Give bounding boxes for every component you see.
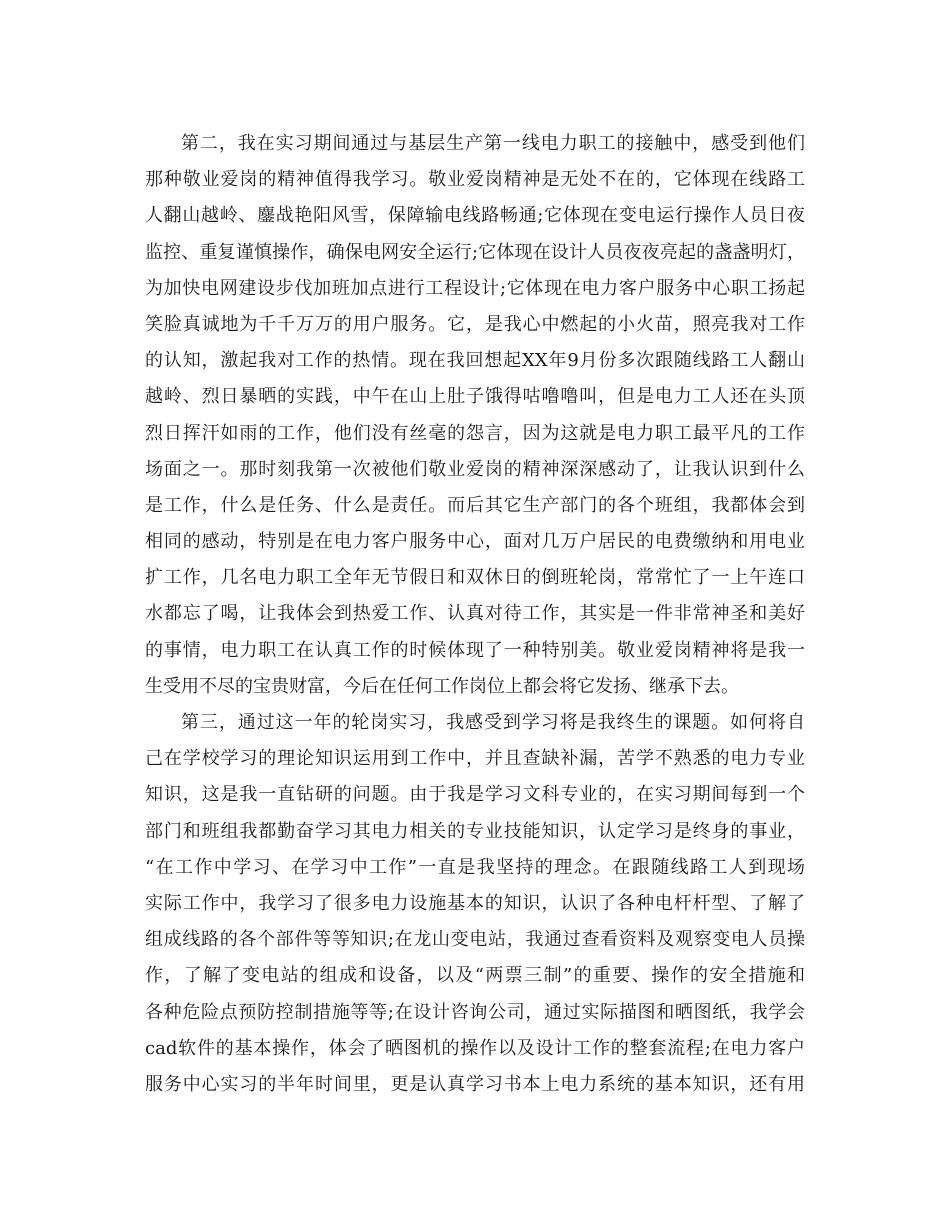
text-line: 各种危险点预防控制措施等等;在设计咨询公司，通过实际描图和晒图纸，我学会 (145, 1001, 805, 1023)
text-line: 服务中心实习的半年时间里，更是认真学习书本上电力系统的基本知识，还有用 (145, 1073, 805, 1095)
text-line: 相同的感动，特别是在电力客户服务中心，面对几万户居民的电费缴纳和用电业 (145, 531, 805, 553)
text-line: 的事情，电力职工在认真工作的时候体现了一种特别美。敬业爱岗精神将是我一 (145, 639, 805, 661)
text-line: 笑脸真诚地为千千万万的用户服务。它，是我心中燃起的小火苗，照亮我对工作 (145, 313, 805, 335)
text-line: 人翻山越岭、鏖战艳阳风雪，保障输电线路畅通;它体现在变电运行操作人员日夜 (145, 205, 805, 227)
text-line: cad软件的基本操作，体会了晒图机的操作以及设计工作的整套流程;在电力客户 (145, 1037, 805, 1059)
text-line: 实际工作中，我学习了很多电力设施基本的知识，认识了各种电杆杆型、了解了 (145, 892, 805, 914)
text-line: 部门和班组我都勤奋学习其电力相关的专业技能知识，认定学习是终身的事业， (145, 820, 805, 842)
text-line: 作，了解了变电站的组成和设备，以及“两票三制”的重要、操作的安全措施和 (145, 965, 805, 987)
paragraph-3 (145, 705, 805, 1103)
text-line: 生受用不尽的宝贵财富，今后在任何工作岗位上都会将它发扬、继承下去。 (145, 675, 739, 697)
text-line: 的认知，激起我对工作的热情。现在我回想起XX年9月份多次跟随线路工人翻山 (145, 350, 805, 372)
text-line: “在工作中学习、在学习中工作”一直是我坚持的理念。在跟随线路工人到现场 (145, 856, 805, 878)
text-line: 己在学校学习的理论知识运用到工作中，并且查缺补漏，苦学不熟悉的电力专业 (145, 748, 805, 770)
text-line: 扩工作，几名电力职工全年无节假日和双休日的倒班轮岗，常常忙了一上午连口 (145, 567, 805, 589)
text-line: 监控、重复谨慎操作，确保电网安全运行;它体现在设计人员夜夜亮起的盏盏明灯， (145, 241, 805, 263)
text-line: 越岭、烈日暴晒的实践，中午在山上肚子饿得咕噜噜叫，但是电力工人还在头顶 (145, 386, 805, 408)
document-body (145, 126, 805, 1103)
text-line: 第三，通过这一年的轮岗实习，我感受到学习将是我终生的课题。如何将自 (181, 712, 805, 733)
text-line: 第二，我在实习期间通过与基层生产第一线电力职工的接触中，感受到他们 (181, 133, 805, 154)
paragraph-2 (145, 126, 805, 705)
text-line: 组成线路的各个部件等等知识;在龙山变电站，我通过查看资料及观察变电人员操 (145, 929, 805, 951)
text-line: 是工作，什么是任务、什么是责任。而后其它生产部门的各个班组，我都体会到 (145, 494, 805, 516)
text-line: 那种敬业爱岗的精神值得我学习。敬业爱岗精神是无处不在的，它体现在线路工 (145, 169, 805, 191)
text-line: 知识，这是我一直钻研的问题。由于我是学习文科专业的，在实习期间每到一个 (145, 784, 805, 806)
text-line: 为加快电网建设步伐加班加点进行工程设计;它体现在电力客户服务中心职工扬起 (145, 277, 805, 299)
text-line: 水都忘了喝，让我体会到热爱工作、认真对待工作，其实是一件非常神圣和美好 (145, 603, 805, 625)
text-line: 烈日挥汗如雨的工作，他们没有丝毫的怨言，因为这就是电力职工最平凡的工作 (145, 422, 805, 444)
text-line: 场面之一。那时刻我第一次被他们敬业爱岗的精神深深感动了，让我认识到什么 (145, 458, 805, 480)
